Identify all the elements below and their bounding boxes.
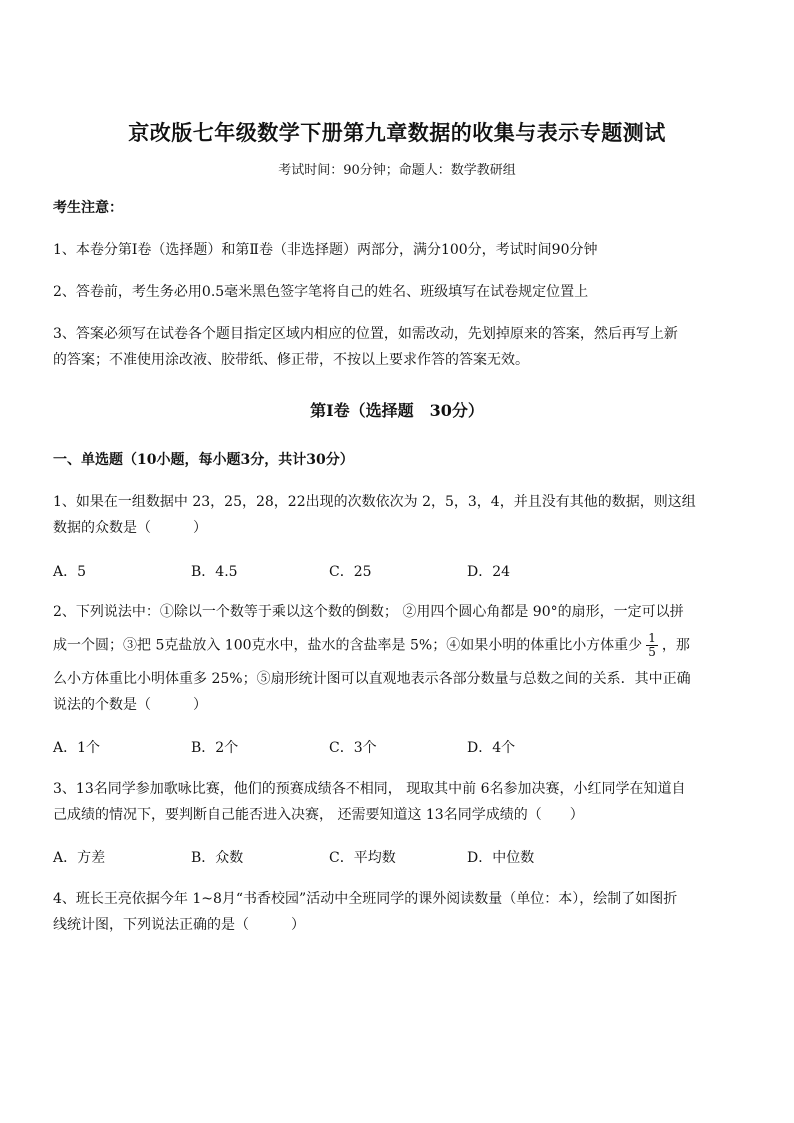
- notice-heading: 考生注意：: [53, 200, 123, 216]
- option-a[interactable]: A．1个: [53, 740, 101, 756]
- option-d[interactable]: D．4个: [467, 740, 516, 756]
- question-4-line-2: 线统计图，下列说法正确的是（ ）: [53, 917, 305, 933]
- question-2-line-2: [53, 632, 743, 660]
- question-1-line-2: 数据的众数是（ ）: [53, 520, 207, 536]
- question-3-line-2: 己成绩的情况下，要判断自己能否进入决赛， 还需要知道这 13名同学成绩的（ ）: [53, 807, 584, 823]
- option-c[interactable]: C．平均数: [329, 850, 396, 866]
- question-2-line-1: 2、下列说法中：①除以一个数等于乘以这个数的倒数； ②用四个圆心角都是 90°的扇形，一定可以拼: [53, 604, 684, 620]
- question-2-line-2-text: 成一个圆；③把 5克盐放入 100克水中，盐水的含盐率是 5%；④如果小明的体重比小方体重少: [53, 637, 643, 654]
- option-a[interactable]: A．方差: [53, 850, 106, 866]
- page-title: 京改版七年级数学下册第九章数据的收集与表示专题测试: [128, 120, 666, 145]
- notice-item-1: 1、本卷分第Ⅰ卷（选择题）和第Ⅱ卷（非选择题）两部分，满分100分，考试时间90分钟: [53, 242, 598, 258]
- question-2-line-3: 么小方体重比小明体重多 25%；⑤扇形统计图可以直观地表示各部分数量与总数之间的关系．其中正确: [53, 671, 691, 687]
- section-title: 第Ⅰ卷（选择题 30分）: [310, 401, 484, 420]
- fraction-numerator: 1: [648, 631, 656, 645]
- option-b[interactable]: B．众数: [191, 850, 244, 866]
- notice-item-3: 3、答案必须写在试卷各个题目指定区域内相应的位置，如需改动，先划掉原来的答案，然后再写上新: [53, 326, 678, 342]
- notice-item-2: 2、答卷前，考生务必用0.5毫米黑色签字笔将自己的姓名、班级填写在试卷规定位置上: [53, 284, 589, 300]
- question-2-line-2-tail: ，那: [661, 637, 690, 654]
- question-4-line-1: 4、班长王亮依据今年 1~8月“书香校园”活动中全班同学的课外阅读数量（单位：本），绘制了如图折: [53, 891, 678, 907]
- fraction-one-fifth: [646, 632, 658, 659]
- notice-item-3-cont: 的答案；不准使用涂改液、胶带纸、修正带，不按以上要求作答的答案无效。: [53, 352, 529, 368]
- option-c[interactable]: C．25: [329, 564, 372, 580]
- question-3-line-1: 3、13名同学参加歌咏比赛，他们的预赛成绩各不相同， 现取其中前 6名参加决赛，小红同学在知道自: [53, 781, 686, 797]
- option-b[interactable]: B．4.5: [191, 564, 238, 580]
- option-a[interactable]: A．5: [53, 564, 87, 580]
- exam-info: 考试时间：90分钟；命题人：数学教研组: [278, 163, 516, 178]
- question-2-line-4: 说法的个数是（ ）: [53, 697, 207, 713]
- fraction-denominator: 5: [648, 645, 656, 659]
- question-1-line-1: 1、如果在一组数据中 23，25，28，22出现的次数依次为 2，5，3，4，并且没有其他的数据，则这组: [53, 494, 696, 510]
- option-d[interactable]: D．中位数: [467, 850, 535, 866]
- option-b[interactable]: B．2个: [191, 740, 239, 756]
- part-heading: 一、单选题（10小题，每小题3分，共计30分）: [53, 452, 354, 468]
- option-c[interactable]: C．3个: [329, 740, 377, 756]
- option-d[interactable]: D．24: [467, 564, 511, 580]
